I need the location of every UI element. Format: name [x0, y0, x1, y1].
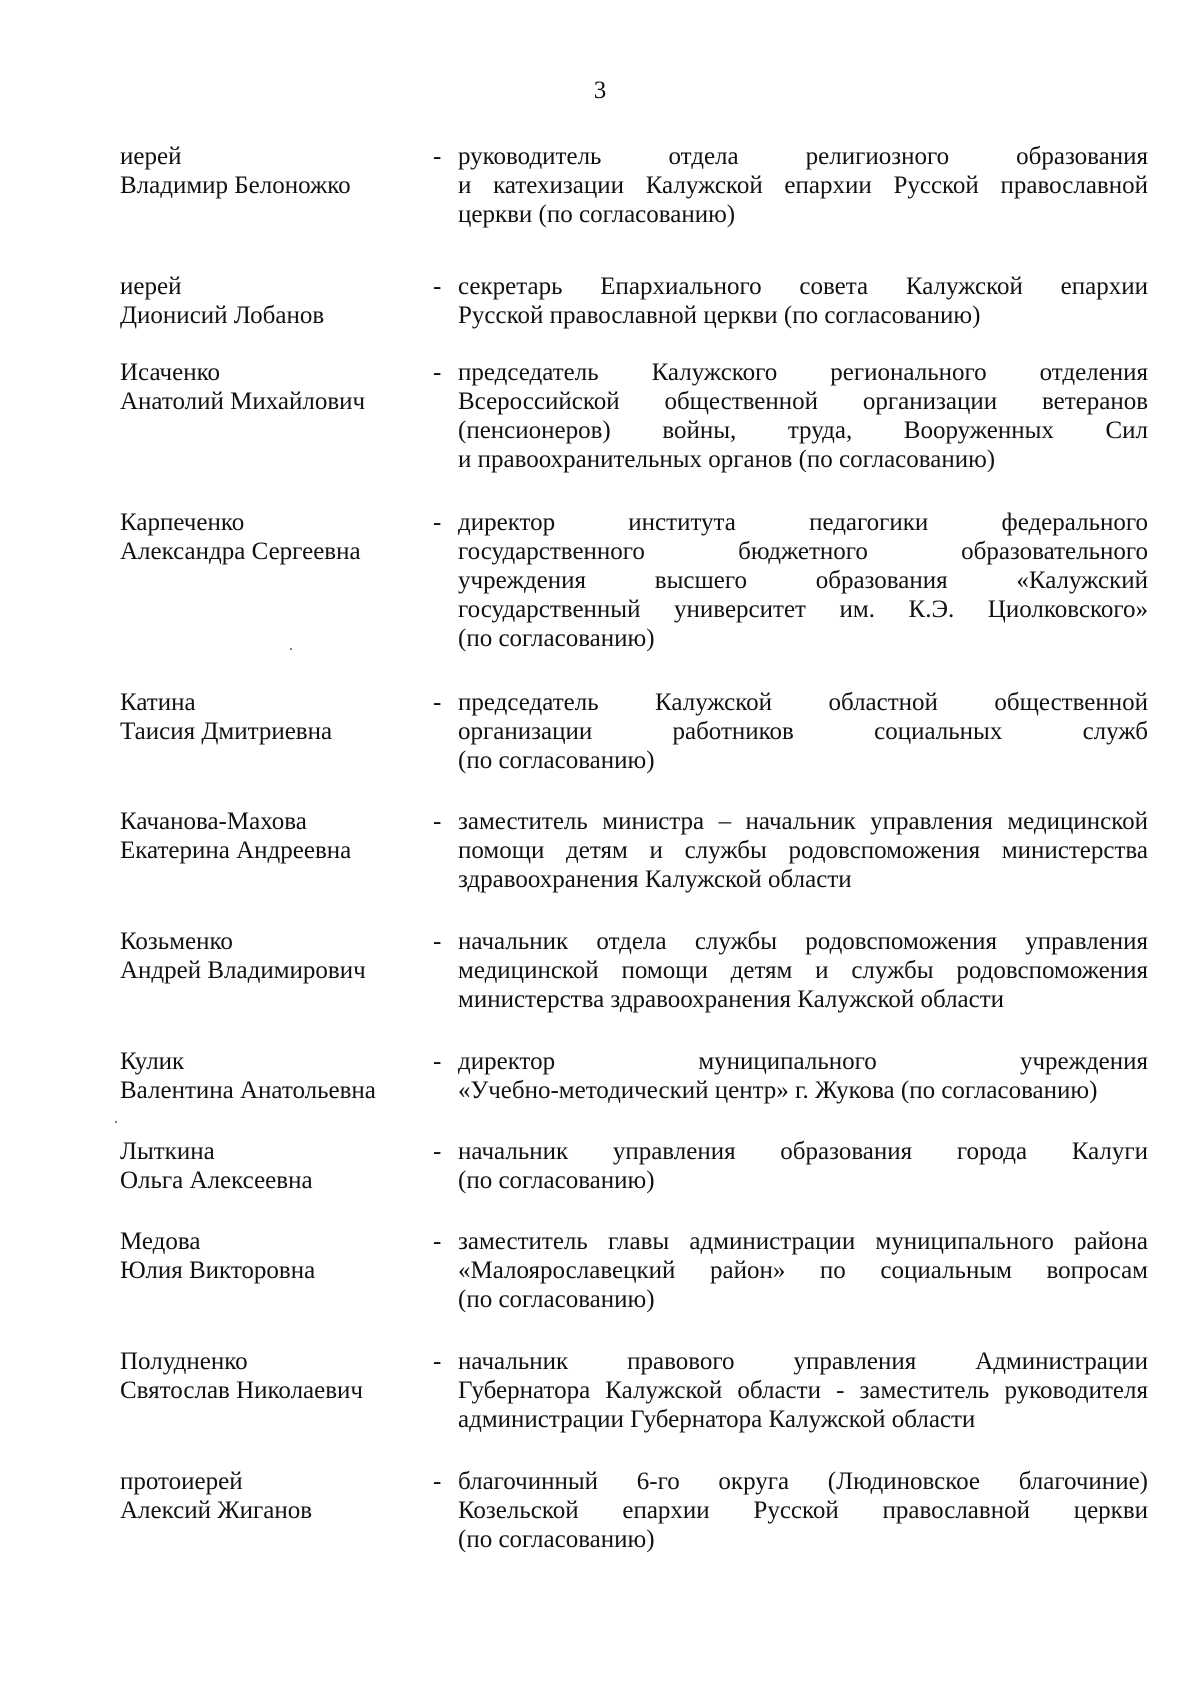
- member-name: [120, 272, 420, 330]
- scan-speck: [290, 648, 292, 650]
- member-surname-or-title: Полудненко: [120, 1348, 248, 1375]
- member-surname-or-title: иерей: [120, 143, 182, 170]
- member-given-name: Анатолий Михайлович: [120, 388, 366, 415]
- member-given-name: Александра Сергеевна: [120, 538, 361, 565]
- position-line: заместитель главы администрации муниципального района: [458, 1228, 1148, 1255]
- member-given-name: Ольга Алексеевна: [120, 1167, 313, 1194]
- separator-dash: -: [433, 509, 442, 536]
- member-surname-or-title: Карпеченко: [120, 509, 245, 536]
- member-surname-or-title: Качанова-Махова: [120, 808, 307, 835]
- member-position: [458, 1467, 1148, 1554]
- member-surname-or-title: Медова: [120, 1228, 201, 1255]
- position-line: (пенсионеров) войны, труда, Вооруженных Сил: [458, 417, 1148, 444]
- page-number: 3: [593, 77, 607, 104]
- position-line: (по согласованию): [458, 1526, 655, 1553]
- position-line: директор института педагогики федерального: [458, 509, 1148, 536]
- separator-dash: -: [433, 928, 442, 955]
- member-name: [120, 1227, 420, 1285]
- member-position: [458, 358, 1148, 474]
- member-given-name: Юлия Викторовна: [120, 1257, 316, 1284]
- position-line: (по согласованию): [458, 747, 655, 774]
- position-line: медицинской помощи детям и службы родовспоможения: [458, 957, 1148, 984]
- member-position: [458, 1227, 1148, 1314]
- member-surname-or-title: Исаченко: [120, 359, 220, 386]
- position-line: и правоохранительных органов (по согласованию): [458, 446, 996, 473]
- position-line: Всероссийской общественной организации ветеранов: [458, 388, 1148, 415]
- member-name: [120, 142, 420, 200]
- member-position: [458, 1047, 1148, 1105]
- position-line: председатель Калужской областной общественной: [458, 689, 1148, 716]
- member-surname-or-title: Лыткина: [120, 1138, 215, 1165]
- member-name: [120, 688, 420, 746]
- member-name: [120, 927, 420, 985]
- position-line: министерства здравоохранения Калужской области: [458, 986, 1005, 1013]
- member-position: [458, 272, 1148, 330]
- member-surname-or-title: протоиерей: [120, 1468, 243, 1495]
- position-line: председатель Калужского регионального отделения: [458, 359, 1148, 386]
- position-line: Губернатора Калужской области - заместитель руководителя: [458, 1377, 1148, 1404]
- member-surname-or-title: Кулик: [120, 1048, 185, 1075]
- position-line: и катехизации Калужской епархии Русской православной: [458, 172, 1148, 199]
- scan-speck: [115, 1121, 117, 1123]
- separator-dash: -: [433, 1048, 442, 1075]
- position-line: (по согласованию): [458, 1286, 655, 1313]
- separator-dash: -: [433, 808, 442, 835]
- position-line: Козельской епархии Русской православной церкви: [458, 1497, 1148, 1524]
- member-given-name: Владимир Белоножко: [120, 172, 351, 199]
- separator-dash: -: [433, 689, 442, 716]
- position-line: благочинный 6-го округа (Людиновское благочиние): [458, 1468, 1148, 1495]
- member-position: [458, 927, 1148, 1014]
- member-given-name: Дионисий Лобанов: [120, 302, 325, 329]
- member-position: [458, 1347, 1148, 1434]
- position-line: организации работников социальных служб: [458, 718, 1148, 745]
- position-line: учреждения высшего образования «Калужский: [458, 567, 1148, 594]
- member-given-name: Валентина Анатольевна: [120, 1077, 376, 1104]
- member-position: [458, 688, 1148, 775]
- member-given-name: Андрей Владимирович: [120, 957, 366, 984]
- position-line: секретарь Епархиального совета Калужской епархии: [458, 273, 1148, 300]
- position-line: здравоохранения Калужской области: [458, 866, 852, 893]
- position-line: начальник отдела службы родовспоможения управления: [458, 928, 1148, 955]
- separator-dash: -: [433, 359, 442, 386]
- member-name: [120, 1467, 420, 1525]
- separator-dash: -: [433, 1348, 442, 1375]
- position-line: «Учебно-методический центр» г. Жукова (по согласованию): [458, 1077, 1098, 1104]
- member-given-name: Алексий Жиганов: [120, 1497, 313, 1524]
- member-name: [120, 1137, 420, 1195]
- position-line: директор муниципального учреждения: [458, 1048, 1148, 1075]
- member-surname-or-title: иерей: [120, 273, 182, 300]
- position-line: государственного бюджетного образовательного: [458, 538, 1148, 565]
- separator-dash: -: [433, 1138, 442, 1165]
- position-line: начальник управления образования города Калуги: [458, 1138, 1148, 1165]
- member-position: [458, 807, 1148, 894]
- position-line: (по согласованию): [458, 1167, 655, 1194]
- position-line: помощи детям и службы родовспоможения министерства: [458, 837, 1148, 864]
- position-line: государственный университет им. К.Э. Циолковского»: [458, 596, 1148, 623]
- position-line: «Малоярославецкий район» по социальным вопросам: [458, 1257, 1148, 1284]
- member-surname-or-title: Катина: [120, 689, 196, 716]
- member-surname-or-title: Козьменко: [120, 928, 233, 955]
- member-given-name: Екатерина Андреевна: [120, 837, 352, 864]
- member-position: [458, 508, 1148, 653]
- separator-dash: -: [433, 1468, 442, 1495]
- separator-dash: -: [433, 1228, 442, 1255]
- position-line: администрации Губернатора Калужской области: [458, 1406, 976, 1433]
- position-line: начальник правового управления Администрации: [458, 1348, 1148, 1375]
- position-line: (по согласованию): [458, 625, 655, 652]
- member-position: [458, 142, 1148, 229]
- member-position: [458, 1137, 1148, 1195]
- separator-dash: -: [433, 273, 442, 300]
- member-name: [120, 1347, 420, 1405]
- member-name: [120, 1047, 420, 1105]
- member-name: [120, 508, 420, 566]
- member-name: [120, 807, 420, 865]
- member-name: [120, 358, 420, 416]
- member-given-name: Святослав Николаевич: [120, 1377, 363, 1404]
- position-line: церкви (по согласованию): [458, 201, 736, 228]
- member-given-name: Таисия Дмитриевна: [120, 718, 333, 745]
- position-line: заместитель министра – начальник управления медицинской: [458, 808, 1148, 835]
- position-line: Русской православной церкви (по согласованию): [458, 302, 981, 329]
- position-line: руководитель отдела религиозного образования: [458, 143, 1148, 170]
- separator-dash: -: [433, 143, 442, 170]
